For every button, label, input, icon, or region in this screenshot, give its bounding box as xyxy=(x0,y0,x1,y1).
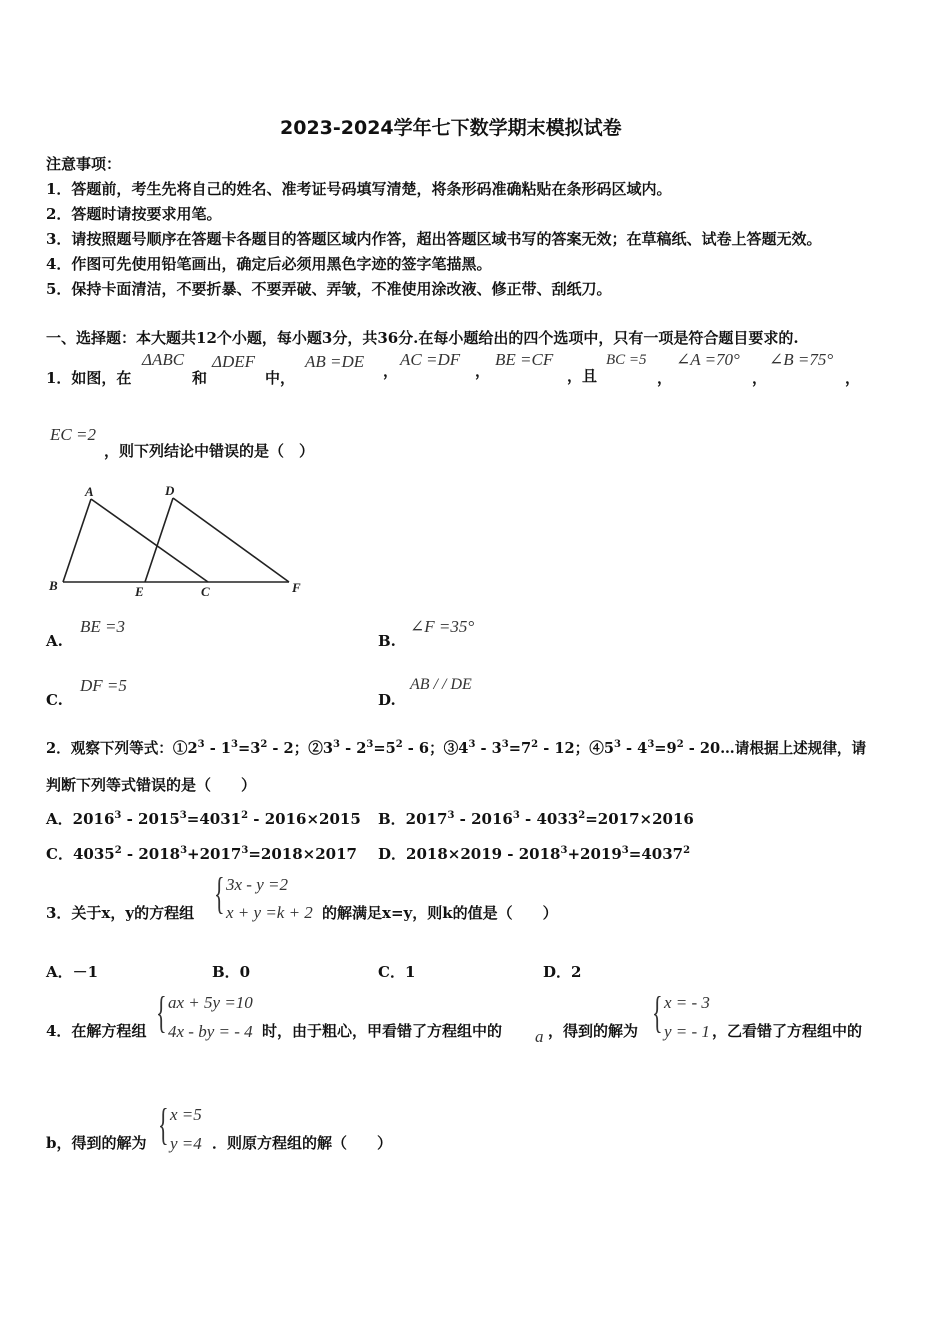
q3-option-a[interactable]: A．－1 xyxy=(46,963,99,981)
q2-line-1: 2．观察下列等式：$①2^3 - 1^3=3^2 - 2$；$②3^3 - 2^3=5^2 - 6$；$③4^3 - 3^3=7^2 - 12$；$④5^3 - 4^3=9^2$ - 20…请根据上述规律，请 xyxy=(46,739,867,757)
q1-sep: ， xyxy=(475,362,491,380)
q4-line-2-prefix: b，得到的解为 xyxy=(46,1134,147,1152)
q1-cond-ab-de: AB =DE xyxy=(305,352,365,371)
q1-option-b-expr: ∠F =35° xyxy=(410,617,475,636)
label-f: F xyxy=(292,580,301,595)
q3-suffix: 的解满足x=y，则k的值是（ ） xyxy=(322,904,558,922)
label-c: C xyxy=(201,584,210,599)
q3-brace: { xyxy=(214,869,225,918)
q1-triangle-abc: ΔABC xyxy=(142,350,185,369)
q1-cond-bc: BC =5 xyxy=(606,352,647,368)
label-d: D xyxy=(165,483,175,498)
notice-heading: 注意事项： xyxy=(46,155,122,173)
q4-line-2-suffix: ．则原方程组的解（ ） xyxy=(212,1134,393,1152)
q3-option-c[interactable]: C．1 xyxy=(378,963,416,981)
q4-prefix: 4．在解方程组 xyxy=(46,1022,147,1040)
q4-solution-x2: x =5 xyxy=(170,1105,202,1124)
q3-option-d[interactable]: D．2 xyxy=(543,963,582,981)
q1-mid: 中， xyxy=(265,369,296,387)
page-title: 2023-2024学年七下数学期末模拟试卷 xyxy=(280,117,622,139)
q1-option-a-expr: BE =3 xyxy=(80,617,125,636)
q1-cond-angle-b: ∠B =75° xyxy=(769,350,834,369)
q1-sep: ， xyxy=(657,369,673,387)
q1-option-b-label[interactable]: B. xyxy=(378,632,396,650)
q1-cond-ec: EC =2 xyxy=(50,425,96,444)
label-b: B xyxy=(49,578,58,593)
q1-sep: ， xyxy=(752,369,768,387)
q1-sep: ， xyxy=(383,362,399,380)
q4-brace-solution-1: { xyxy=(652,988,663,1037)
q3-option-b[interactable]: B．0 xyxy=(212,963,251,981)
q1-option-d-expr: AB / / DE xyxy=(410,676,472,693)
q1-and: 和 xyxy=(192,369,208,387)
q2-option-c[interactable]: C．$4035^2 - 2018^3+2017^3=2018\times 2017$ xyxy=(46,845,357,863)
q4-suffix: ，乙看错了方程组中的 xyxy=(712,1022,863,1040)
q4-solution-y: y = - 1 xyxy=(664,1022,710,1041)
q3-equation-2: x + y =k + 2 xyxy=(226,903,313,922)
q1-sep: ， xyxy=(845,369,861,387)
q4-mid-2: ，得到的解为 xyxy=(548,1022,639,1040)
section-heading: 一、选择题：本大题共12个小题，每小题3分，共36分.在每小题给出的四个选项中，只有一项是符合题目要求的. xyxy=(46,329,799,347)
q4-solution-x: x = - 3 xyxy=(664,993,710,1012)
q4-brace-solution-2: { xyxy=(158,1100,169,1149)
notice-item: 5．保持卡面清洁，不要折暴、不要弄破、弄皱，不准使用涂改液、修正带、刮纸刀。 xyxy=(46,280,612,298)
notice-item: 4．作图可先使用铅笔画出，确定后必须用黑色字迹的签字笔描黑。 xyxy=(46,255,492,273)
q1-option-a-label[interactable]: A. xyxy=(46,632,63,650)
q1-option-c-expr: DF =5 xyxy=(80,676,127,695)
label-e: E xyxy=(135,584,144,599)
label-a: A xyxy=(85,484,94,499)
q1-sep: ，且 xyxy=(567,367,598,385)
q1-cond-be-cf: BE =CF xyxy=(495,350,554,369)
q1-triangle-def: ΔDEF xyxy=(212,352,256,371)
q4-equation-2: 4x - by = - 4 xyxy=(168,1022,253,1041)
q1-cond-ac-df: AC =DF xyxy=(400,350,461,369)
q3-equation-1: 3x - y =2 xyxy=(226,875,288,894)
q1-option-c-label[interactable]: C. xyxy=(46,691,63,709)
q4-mid: 时，由于粗心，甲看错了方程组中的 xyxy=(262,1022,503,1040)
q4-brace-system: { xyxy=(156,988,167,1037)
notice-item: 1．答题前，考生先将自己的姓名、准考证号码填写清楚，将条形码准确粘贴在条形码区域内。 xyxy=(46,180,672,198)
notice-item: 2．答题时请按要求用笔。 xyxy=(46,205,222,223)
q1-triangle-figure xyxy=(44,482,314,602)
q4-variable-a: a xyxy=(535,1027,544,1046)
q2-option-a[interactable]: A．$2016^3 - 2015^3=4031^2 - 2016\times 2015$ xyxy=(46,810,361,828)
q1-cond-angle-a: ∠A =70° xyxy=(676,350,740,369)
q3-prefix: 3．关于x，y的方程组 xyxy=(46,904,195,922)
q1-question: ，则下列结论中错误的是（ ） xyxy=(104,442,315,460)
q1-option-d-label[interactable]: D. xyxy=(378,691,396,709)
q1-number: 1．如图，在 xyxy=(46,369,132,387)
q4-equation-1: ax + 5y =10 xyxy=(168,993,253,1012)
q2-line-2: 判断下列等式错误的是（ ） xyxy=(46,776,257,794)
line-ab xyxy=(63,499,91,582)
notice-item: 3．请按照题号顺序在答题卡各题目的答题区域内作答，超出答题区域书写的答案无效；在草稿纸、试卷上答题无效。 xyxy=(46,230,822,248)
q4-solution-y2: y =4 xyxy=(170,1134,202,1153)
q2-option-d[interactable]: D．$2018\times 2019 - 2018^3+2019^3=4037^2$ xyxy=(378,845,691,863)
q2-option-b[interactable]: B．$2017^3 - 2016^3 - 4033^2=2017\times 2016$ xyxy=(378,810,694,828)
